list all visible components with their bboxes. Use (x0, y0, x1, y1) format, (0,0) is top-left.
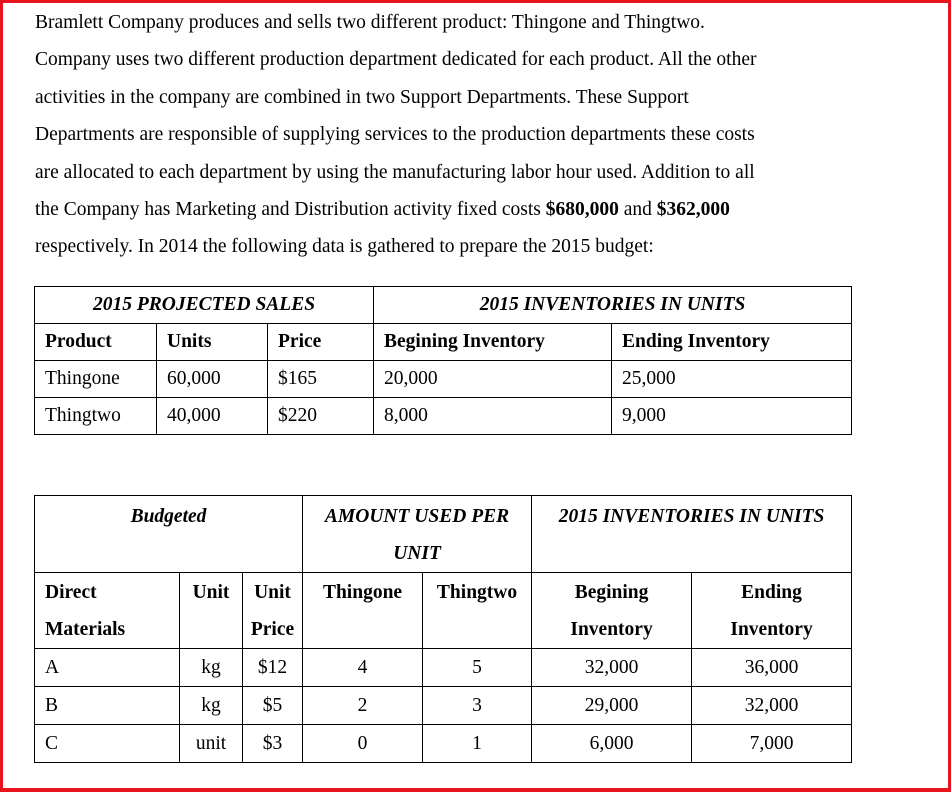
intro-line: Bramlett Company produces and sells two different product: Thingone and Thingtwo. (35, 12, 705, 33)
inventories-header: 2015 INVENTORIES IN UNITS (374, 287, 852, 324)
col-begin-inventory: Begining Inventory (374, 324, 612, 361)
cell: $220 (268, 398, 374, 435)
cell: 20,000 (374, 361, 612, 398)
distribution-cost: $362,000 (656, 199, 730, 221)
cell: 8,000 (374, 398, 612, 435)
cell: kg (180, 649, 243, 687)
cell: 29,000 (532, 687, 692, 725)
column-header-row (35, 573, 852, 649)
col-thingone: Thingone (303, 573, 423, 649)
intro-line: are allocated to each department by using the manufacturing labor hour used. Addition to all (35, 161, 755, 183)
cell: $12 (243, 649, 303, 687)
col-units: Units (157, 324, 268, 361)
cell: 7,000 (692, 725, 852, 763)
intro-paragraph (35, 4, 935, 266)
table-row (35, 398, 852, 435)
cell: 60,000 (157, 361, 268, 398)
cell: $5 (243, 687, 303, 725)
cell: 2 (303, 687, 423, 725)
col-end-inventory: Ending Inventory (692, 573, 852, 649)
intro-line: Company uses two different production department dedicated for each product. All the other (35, 49, 757, 71)
intro-line: activities in the company are combined in two Support Departments. These Support (35, 86, 689, 108)
budgeted-header: Budgeted (35, 496, 303, 573)
inventories-header: 2015 INVENTORIES IN UNITS (532, 496, 852, 573)
cell: 32,000 (692, 687, 852, 725)
cell: $165 (268, 361, 374, 398)
cell: $3 (243, 725, 303, 763)
cell: 3 (423, 687, 532, 725)
intro-line: respectively. In 2014 the following data is gathered to prepare the 2015 budget: (35, 236, 654, 258)
table-row (35, 361, 852, 398)
projected-sales-header: 2015 PROJECTED SALES (35, 287, 374, 324)
col-end-inventory: Ending Inventory (612, 324, 852, 361)
cell: unit (180, 725, 243, 763)
cell: 1 (423, 725, 532, 763)
intro-line: Departments are responsible of supplying services to the production departments these costs (35, 124, 755, 146)
intro-connector: and (618, 199, 657, 221)
col-price: Price (268, 324, 374, 361)
cell: Thingtwo (35, 398, 157, 435)
amount-used-header: AMOUNT USED PER UNIT (303, 496, 532, 573)
table-row (35, 649, 852, 687)
cell: A (35, 649, 180, 687)
table-header-row (35, 496, 852, 573)
col-thingtwo: Thingtwo (423, 573, 532, 649)
column-header-row (35, 324, 852, 361)
cell: 9,000 (612, 398, 852, 435)
col-unit-price: Unit Price (243, 573, 303, 649)
cell: Thingone (35, 361, 157, 398)
direct-materials-table (34, 495, 852, 763)
cell: 36,000 (692, 649, 852, 687)
cell: 32,000 (532, 649, 692, 687)
intro-line: the Company has Marketing and Distribution activity fixed costs (35, 199, 546, 221)
col-unit: Unit (180, 573, 243, 649)
cell: 25,000 (612, 361, 852, 398)
table-row (35, 687, 852, 725)
col-product: Product (35, 324, 157, 361)
cell: C (35, 725, 180, 763)
cell: kg (180, 687, 243, 725)
table-header-row (35, 287, 852, 324)
cell: 40,000 (157, 398, 268, 435)
cell: 4 (303, 649, 423, 687)
cell: 0 (303, 725, 423, 763)
marketing-cost: $680,000 (545, 199, 619, 221)
sales-inventory-table (34, 286, 852, 435)
col-begin-inventory: Begining Inventory (532, 573, 692, 649)
cell: B (35, 687, 180, 725)
col-direct-materials: Direct Materials (35, 573, 180, 649)
table-row (35, 725, 852, 763)
cell: 6,000 (532, 725, 692, 763)
cell: 5 (423, 649, 532, 687)
